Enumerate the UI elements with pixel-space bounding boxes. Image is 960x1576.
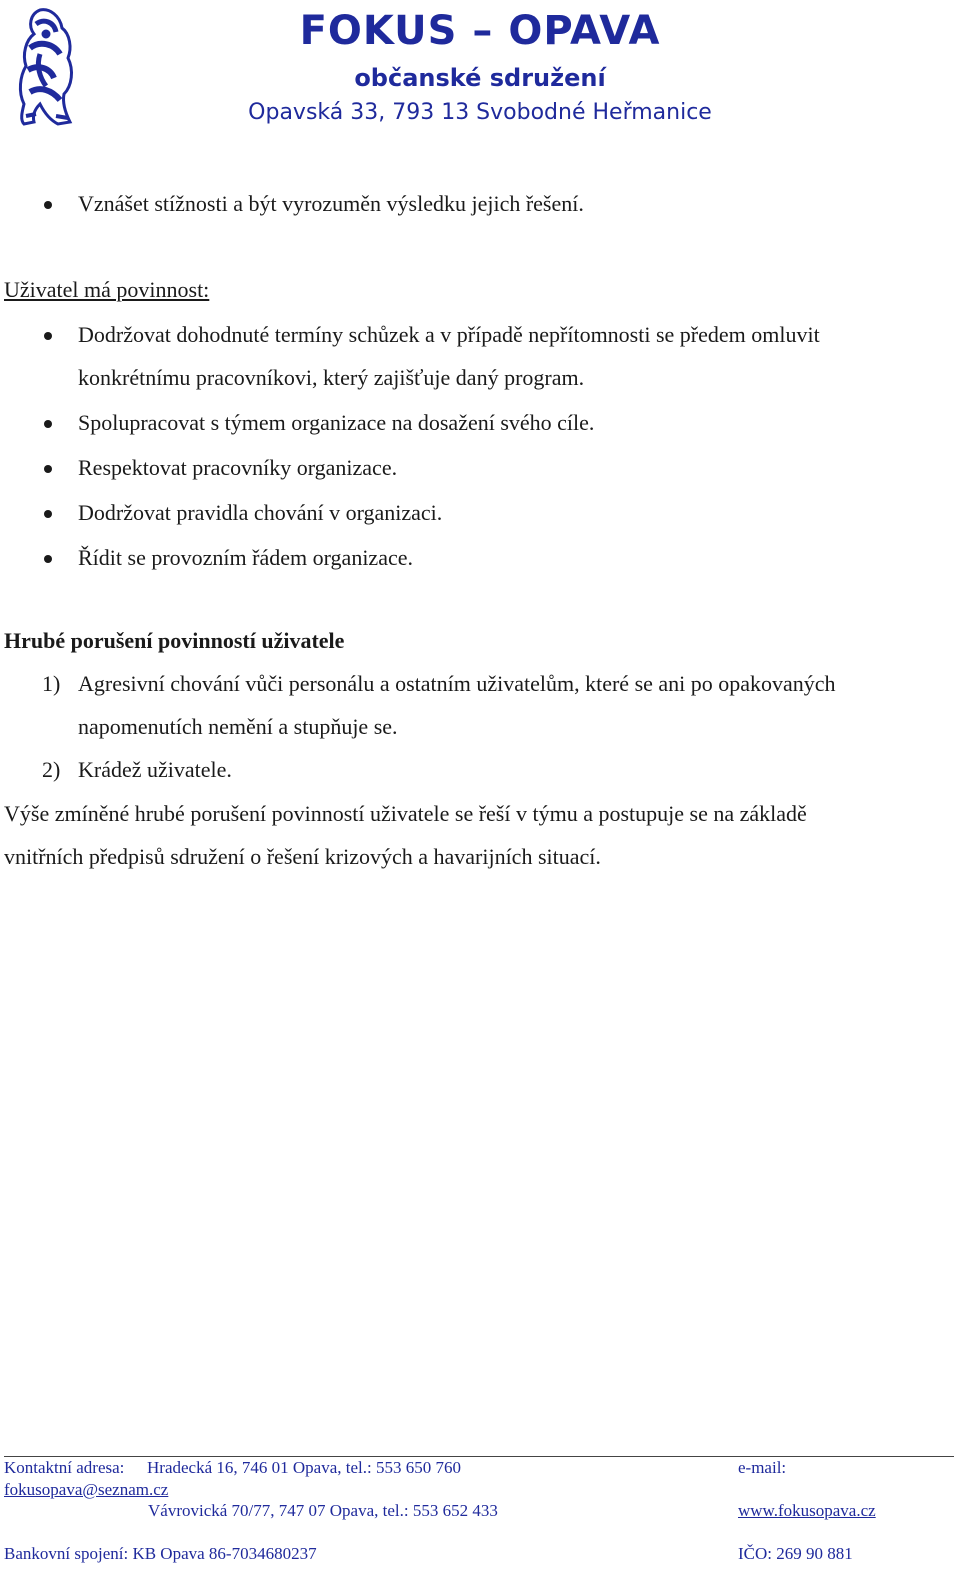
footer-ico: IČO: 269 90 881 xyxy=(738,1544,853,1563)
list-item: Krádež uživatele. xyxy=(78,757,232,782)
paragraph: Výše zmíněné hrubé porušení povinností uživatele se řeší v týmu a postupuje se na základě xyxy=(4,801,807,826)
bullet-icon xyxy=(44,510,52,518)
organization-type: občanské sdružení xyxy=(354,64,606,92)
footer-divider xyxy=(4,1456,954,1457)
list-number: 1) xyxy=(42,671,61,696)
bullet-icon xyxy=(44,555,52,563)
bullet-icon xyxy=(44,201,52,209)
bullet-icon xyxy=(44,420,52,428)
footer-bank: Bankovní spojení: KB Opava 86-7034680237 xyxy=(4,1544,317,1563)
footer-email-link[interactable]: fokusopava@seznam.cz xyxy=(4,1480,169,1499)
list-item: Agresivní chování vůči personálu a ostatním uživatelům, které se ani po opakovaných xyxy=(78,671,836,696)
organization-name: FOKUS – OPAVA xyxy=(299,8,661,54)
list-item-continuation: konkrétnímu pracovníkovi, který zajišťuje daný program. xyxy=(78,365,585,390)
list-item: Dodržovat dohodnuté termíny schůzek a v případě nepřítomnosti se předem omluvit xyxy=(78,322,820,347)
footer-address-2: Vávrovická 70/77, 747 07 Opava, tel.: 553 652 433 xyxy=(148,1501,498,1520)
paragraph: vnitřních předpisů sdružení o řešení krizových a havarijních situací. xyxy=(4,844,601,869)
footer-web-link[interactable]: www.fokusopava.cz xyxy=(738,1501,876,1520)
bullet-icon xyxy=(44,465,52,473)
list-item: Vznášet stížnosti a být vyrozuměn výsledku jejich řešení. xyxy=(78,191,584,216)
section-heading: Hrubé porušení povinností uživatele xyxy=(4,628,345,653)
footer-email-label: e-mail: xyxy=(738,1458,787,1477)
list-item: Řídit se provozním řádem organizace. xyxy=(78,545,413,570)
list-number: 2) xyxy=(42,757,61,782)
list-item-continuation: napomenutích nemění a stupňuje se. xyxy=(78,714,398,739)
organization-address: Opavská 33, 793 13 Svobodné Heřmanice xyxy=(248,100,712,125)
bullet-icon xyxy=(44,332,52,340)
footer-contact-label: Kontaktní adresa: xyxy=(4,1458,125,1477)
section-heading: Uživatel má povinnost: xyxy=(4,277,210,302)
list-item: Spolupracovat s týmem organizace na dosažení svého cíle. xyxy=(78,410,595,435)
list-item: Respektovat pracovníky organizace. xyxy=(78,455,398,480)
list-item: Dodržovat pravidla chování v organizaci. xyxy=(78,500,443,525)
footer-address-1: Hradecká 16, 746 01 Opava, tel.: 553 650 760 xyxy=(147,1458,461,1477)
